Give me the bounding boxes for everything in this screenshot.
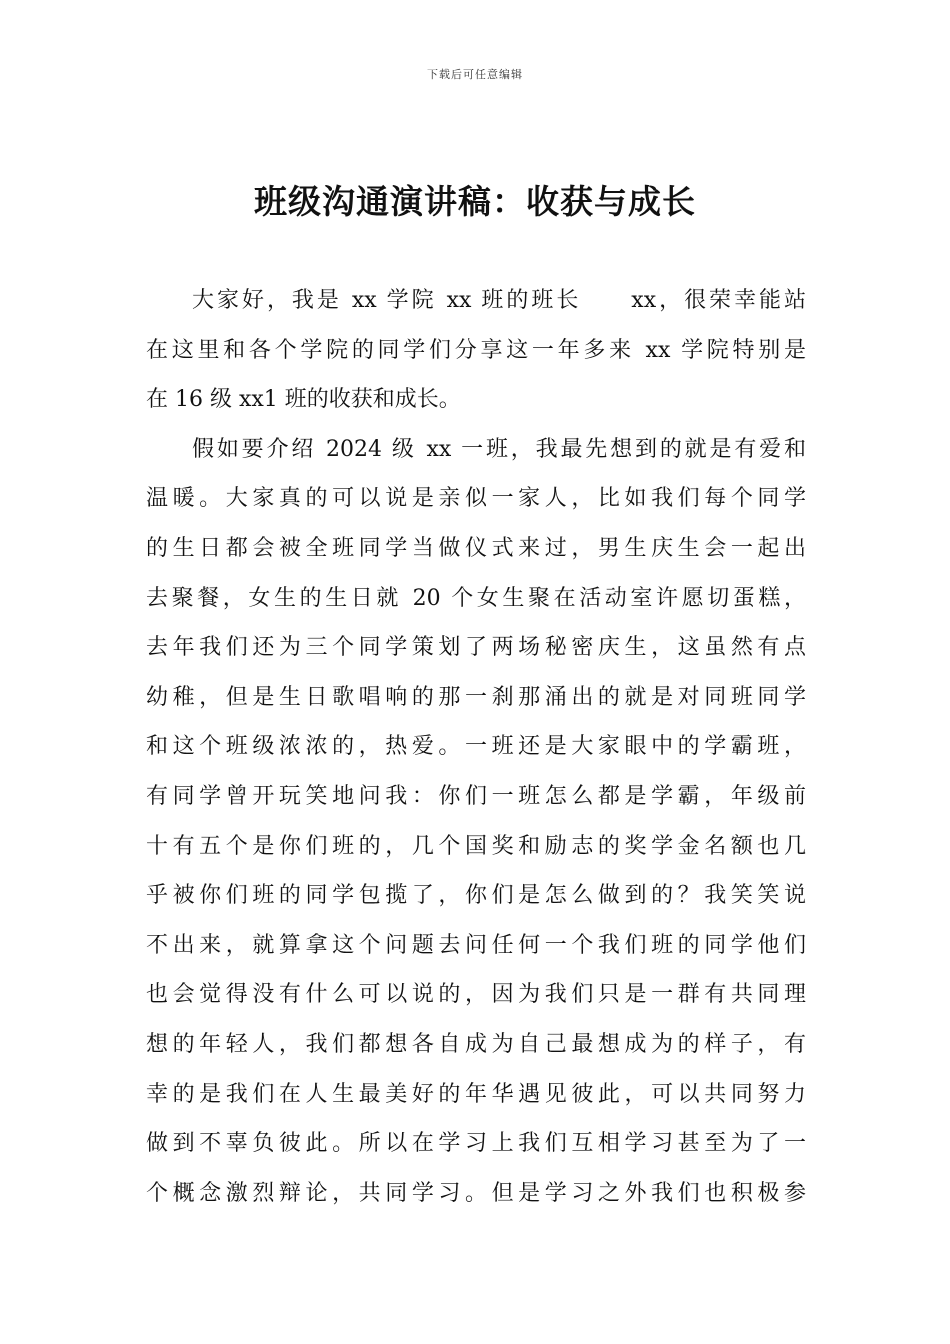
body-line: 十有五个是你们班的，几个国奖和励志的奖学金名额也几 [146,833,806,859]
body-line: 去聚餐，女生的生日就 20 个女生聚在活动室许愿切蛋糕， [146,585,806,611]
body-line: 想的年轻人，我们都想各自成为自己最想成为的样子，有 [146,1031,806,1057]
body-line: 温暖。大家真的可以说是亲似一家人，比如我们每个同学 [146,486,806,512]
body-line: 做到不辜负彼此。所以在学习上我们互相学习甚至为了一 [146,1131,806,1157]
body-line: 在这里和各个学院的同学们分享这一年多来 xx 学院特别是 [146,337,806,363]
body-line: 乎被你们班的同学包揽了，你们是怎么做到的？我笑笑说 [146,883,806,909]
body-line: 和这个班级浓浓的，热爱。一班还是大家眼中的学霸班， [146,734,806,760]
body-line: 去年我们还为三个同学策划了两场秘密庆生，这虽然有点 [146,635,806,661]
document-body [146,279,806,1221]
body-line: 幼稚，但是生日歌唱响的那一刹那涌出的就是对同班同学 [146,684,806,710]
page-header-note: 下载后可任意编辑 [427,68,523,81]
body-line: 假如要介绍 2024 级 xx 一班，我最先想到的就是有爱和 [192,436,806,462]
document-title: 班级沟通演讲稿：收获与成长 [254,182,696,221]
body-line: 大家好，我是 xx 学院 xx 班的班长 xx，很荣幸能站 [192,288,806,313]
body-line: 也会觉得没有什么可以说的，因为我们只是一群有共同理 [146,982,806,1008]
body-line: 幸的是我们在人生最美好的年华遇见彼此，可以共同努力 [146,1081,806,1107]
body-line: 在 16 级 xx1 班的收获和成长。 [146,387,461,413]
body-line: 有同学曾开玩笑地问我：你们一班怎么都是学霸，年级前 [146,783,806,809]
body-line: 不出来，就算拿这个问题去问任何一个我们班的同学他们 [146,932,806,958]
body-line: 个概念激烈辩论，共同学习。但是学习之外我们也积极参 [146,1180,806,1206]
body-line: 的生日都会被全班同学当做仪式来过，男生庆生会一起出 [146,535,806,561]
